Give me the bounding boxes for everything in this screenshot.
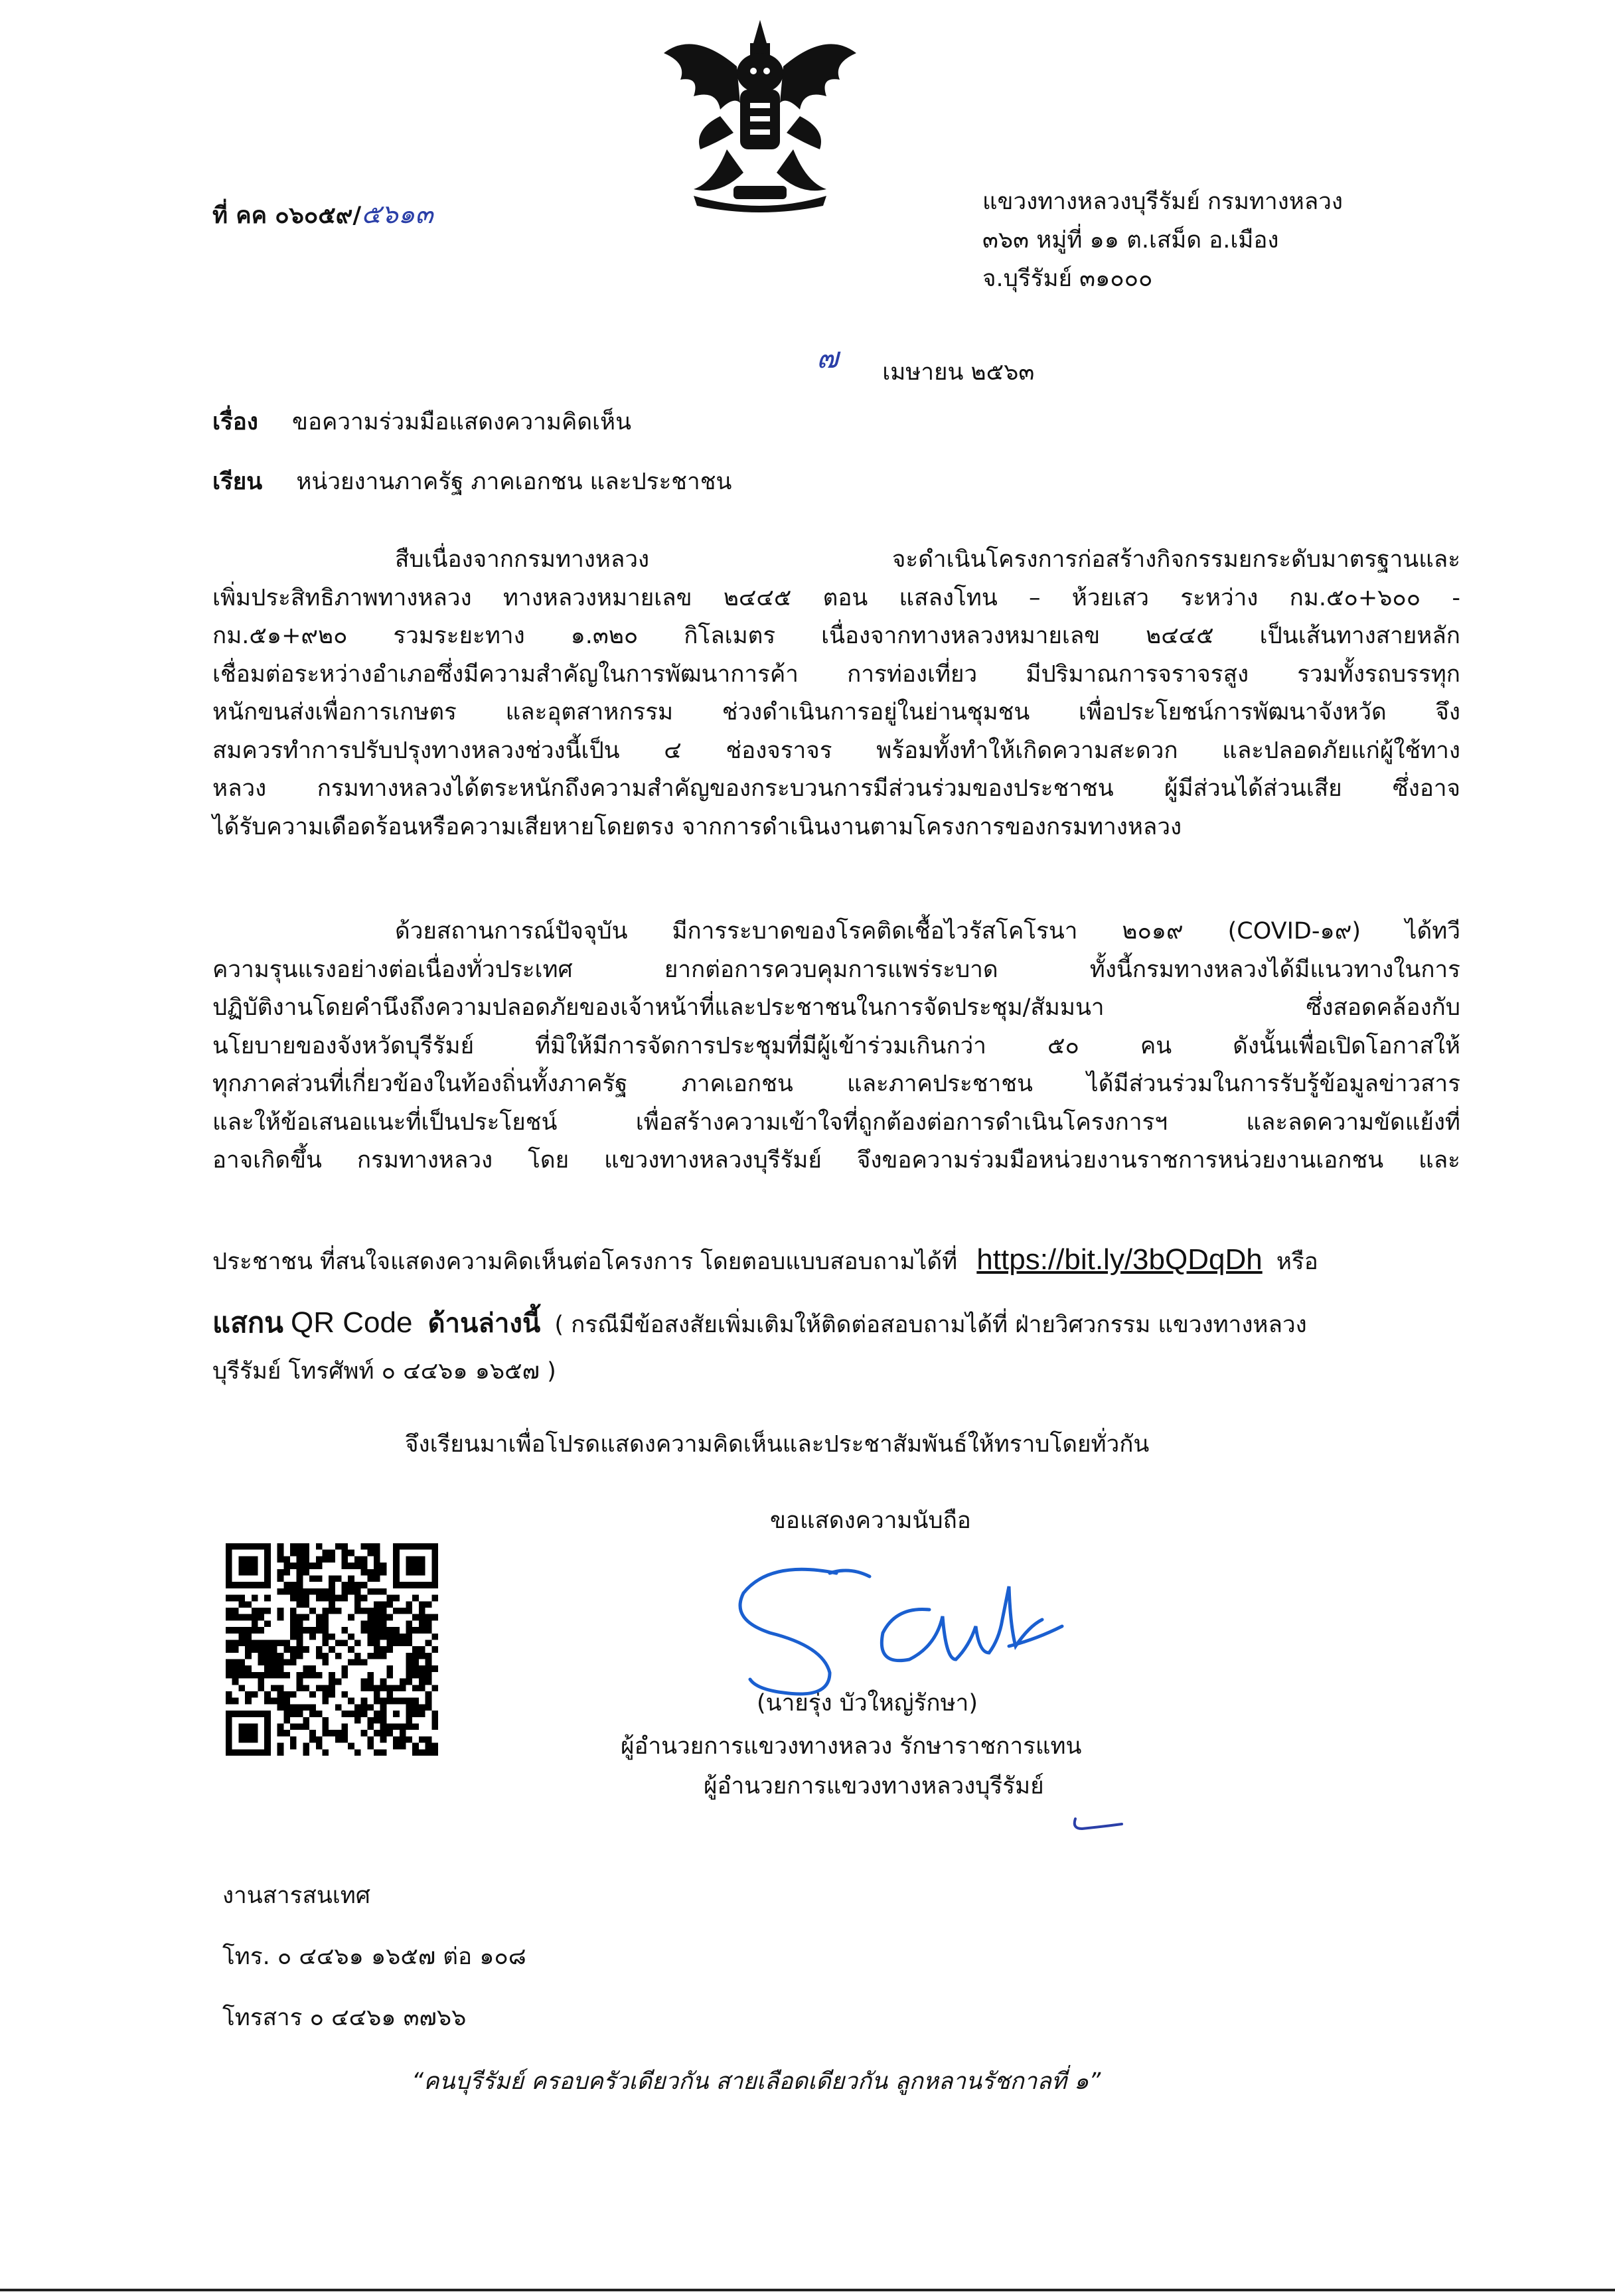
qr-instruction-scan: แสกน <box>212 1306 283 1339</box>
paragraph-line: นโยบายของจังหวัดบุรีรัมย์ ที่มิให้มีการจัดการประชุมที่มีผู้เข้าร่วมเกินกว่า ๕๐ คน ดังนั้นเพื่อเปิดโอกาสให้ <box>212 1032 1460 1059</box>
qr-instruction-qr: QR Code <box>291 1306 413 1339</box>
paragraph-line: ปฏิบัติงานโดยคำนึงถึงความปลอดภัยของเจ้าหน้าที่และประชาชนในการจัดประชุม/สัมมนา ซึ่งสอดคล้องกับ <box>212 994 1460 1021</box>
paragraph-line: สืบเนื่องจากกรมทางหลวง จะดำเนินโครงการก่อสร้างกิจกรรมยกระดับมาตรฐานและ <box>395 546 1460 573</box>
subject-label: เรื่อง <box>212 409 258 435</box>
subject-text: ขอความร่วมมือแสดงความคิดเห็น <box>292 409 632 435</box>
contact-fax: โทรสาร ๐ ๔๔๖๑ ๓๗๖๖ <box>222 2005 467 2031</box>
contact-department: งานสารสนเทศ <box>222 1882 371 1909</box>
paragraph-line: อาจเกิดขึ้น กรมทางหลวง โดย แขวงทางหลวงบุรีรัมย์ จึงขอความร่วมมือหน่วยงานราชการหน่วยงานเอกชน และ <box>212 1147 1460 1174</box>
letter-date <box>816 341 1035 388</box>
paragraph-line: กม.๕๑+๙๒๐ รวมระยะทาง ๑.๓๒๐ กิโลเมตร เนื่องจากทางหลวงหมายเลข ๒๔๔๕ เป็นเส้นทางสายหลัก <box>212 623 1460 649</box>
paragraph-line: ได้รับความเดือดร้อนหรือความเสียหายโดยตรง จากการดำเนินงานตามโครงการของกรมทางหลวง <box>212 813 1182 840</box>
paragraph-line: เพิ่มประสิทธิภาพทางหลวง ทางหลวงหมายเลข ๒๔๔๕ ตอน แสลงโทน – ห้วยเสว ระหว่าง กม.๕๐+๖๐๐ - <box>212 584 1460 611</box>
subject-line <box>212 408 631 437</box>
qr-instruction-rest: ( กรณีมีข้อสงสัยเพิ่มเติมให้ติดต่อสอบถามได้ที่ ฝ่ายวิศวกรรม แขวงทางหลวง <box>554 1312 1307 1338</box>
paragraph-line: หนักขนส่งเพื่อการเกษตร และอุตสาหกรรม ช่วงดำเนินการอยู่ในย่านชุมชน เพื่อประโยชน์การพัฒนาจังหวัด จึง <box>212 699 1460 726</box>
paragraph-line: ทุกภาคส่วนที่เกี่ยวข้องในท้องถิ่นทั้งภาครัฐ ภาคเอกชน และภาคประชาชน ได้มีส่วนร่วมในการรับรู้ข้อมูลข่าวสาร <box>212 1071 1460 1097</box>
paragraph-line: หลวง กรมทางหลวงได้ตระหนักถึงความสำคัญของกระบวนการมีส่วนร่วมของประชาชน ผู้มีส่วนได้ส่วนเสีย ซึ่งอาจ <box>212 775 1460 802</box>
survey-link-prefix: ประชาชน ที่สนใจแสดงความคิดเห็นต่อโครงการ โดยตอบแบบสอบถามได้ที่ <box>212 1249 958 1275</box>
paragraph-line: และให้ข้อเสนอแนะที่เป็นประโยชน์ เพื่อสร้างความเข้าใจที่ถูกต้องต่อการดำเนินโครงการฯ และลดความขัดแย้งที่ <box>212 1109 1460 1136</box>
sender-address-line: ๓๖๓ หมู่ที่ ๑๑ ต.เสม็ด อ.เมือง <box>982 227 1279 254</box>
paragraph-line: ด้วยสถานการณ์ปัจจุบัน มีการระบาดของโรคติดเชื้อไวรัสโคโรนา ๒๐๑๙ (COVID-๑๙) ได้ทวี <box>395 918 1460 945</box>
recipient-text: หน่วยงานภาครัฐ ภาคเอกชน และประชาชน <box>296 469 732 495</box>
date-day-handwritten: ๗ <box>816 341 839 375</box>
reference-number-handwritten: ๕๖๑๓ <box>361 199 433 230</box>
paragraph-line: สมควรทำการปรับปรุงทางหลวงช่วงนี้เป็น ๔ ช่องจราจร พร้อมทั้งทำให้เกิดความสะดวก และปลอดภัยแก่ผู้ใช้ทาง <box>212 737 1460 764</box>
recipient-label: เรียน <box>212 469 263 495</box>
sender-address <box>982 183 1343 298</box>
qr-instruction-below: ด้านล่างนี้ <box>427 1308 541 1339</box>
handwritten-signature <box>730 1547 1075 1706</box>
body-paragraph-2 <box>212 913 1460 1180</box>
body-paragraph-1 <box>212 541 1460 846</box>
bottom-border <box>0 2289 1615 2291</box>
sender-address-line: แขวงทางหลวงบุรีรัมย์ กรมทางหลวง <box>982 189 1343 215</box>
contact-footer <box>222 1865 526 2048</box>
provincial-slogan: “คนบุรีรัมย์ ครอบครัวเดียวกัน สายเลือดเดียวกัน ลูกหลานรัชกาลที่ ๑” <box>412 2068 1101 2095</box>
contact-phone-line: บุรีรัมย์ โทรศัพท์ ๐ ๔๔๖๑ ๑๖๕๗ ) <box>212 1358 556 1385</box>
survey-link-suffix: หรือ <box>1276 1249 1318 1275</box>
qr-instruction-line <box>212 1304 1307 1341</box>
initial-mark-icon <box>1069 1812 1128 1839</box>
qr-code[interactable] <box>226 1543 438 1756</box>
reference-number-printed: ที่ คค ๐๖๐๕๙/ <box>212 202 362 229</box>
garuda-emblem-icon <box>654 17 866 216</box>
closing-request: จึงเรียนมาเพื่อโปรดแสดงความคิดเห็นและประชาสัมพันธ์ให้ทราบโดยทั่วกัน <box>405 1431 1150 1458</box>
survey-link[interactable]: https://bit.ly/3bQDqDh <box>976 1243 1263 1276</box>
contact-phone: โทร. ๐ ๔๔๖๑ ๑๖๕๗ ต่อ ๑๐๘ <box>222 1944 526 1970</box>
paragraph-line: เชื่อมต่อระหว่างอำเภอซึ่งมีความสำคัญในการพัฒนาการค้า การท่องเที่ยว มีปริมาณการจราจรสูง รวมทั้งรถบรรทุก <box>212 660 1460 688</box>
signatory-position-line2: ผู้อำนวยการแขวงทางหลวงบุรีรัมย์ <box>704 1773 1044 1799</box>
date-month-year: เมษายน ๒๕๖๓ <box>882 359 1035 386</box>
survey-link-line <box>212 1241 1318 1278</box>
reference-number <box>212 198 433 231</box>
signatory-name: (นายรุ่ง บัวใหญ่รักษา) <box>757 1690 978 1717</box>
complimentary-close: ขอแสดงความนับถือ <box>770 1507 971 1534</box>
recipient-line <box>212 468 731 497</box>
signatory-position-line1: ผู้อำนวยการแขวงทางหลวง รักษาราชการแทน <box>621 1733 1082 1760</box>
sender-address-line: จ.บุรีรัมย์ ๓๑๐๐๐ <box>982 266 1153 292</box>
paragraph-line: ความรุนแรงอย่างต่อเนื่องทั่วประเทศ ยากต่อการควบคุมการแพร่ระบาด ทั้งนี้กรมทางหลวงได้มีแนวทางในการ <box>212 956 1460 983</box>
